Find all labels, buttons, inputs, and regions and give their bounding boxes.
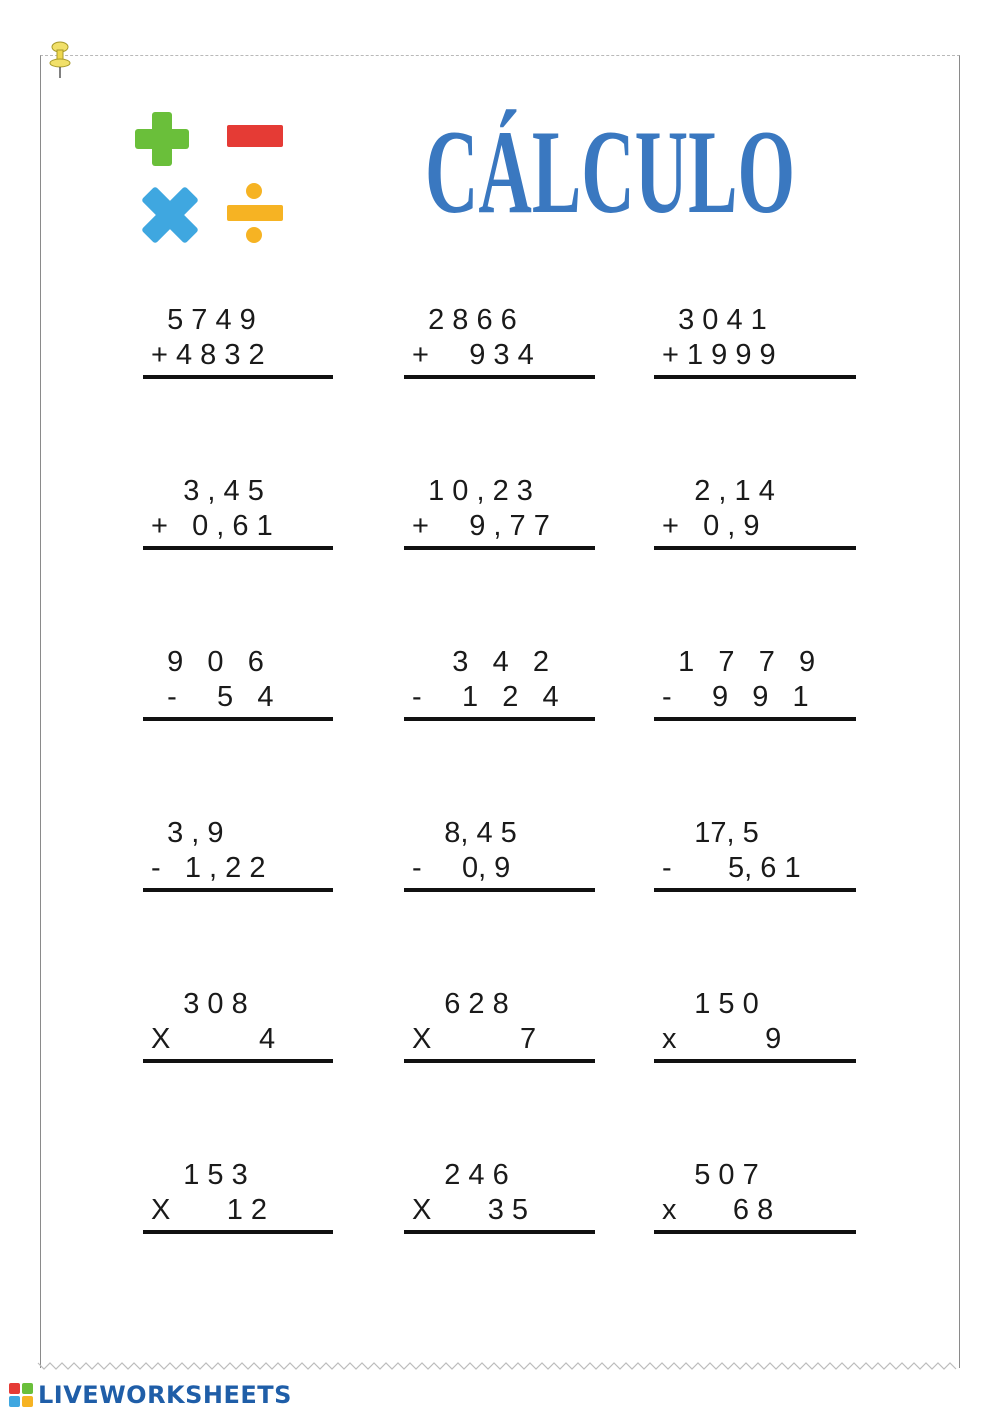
problem-bottom-operand: - 9 9 1 — [662, 681, 809, 713]
problem-bottom-operand: X 4 — [151, 1023, 276, 1055]
problem-bottom-operand: x 6 8 — [662, 1194, 774, 1226]
answer-line — [654, 717, 856, 721]
page-edge-tear — [38, 1360, 960, 1372]
answer-line — [404, 1230, 595, 1234]
problem-bottom-operand: + 4 8 3 2 — [151, 339, 265, 371]
problem-8 — [404, 644, 595, 724]
problem-bottom-operand: + 1 9 9 9 — [662, 339, 776, 371]
problem-bottom-operand: + 9 3 4 — [412, 339, 534, 371]
problem-top-number: 3 4 2 — [412, 646, 550, 678]
answer-line — [404, 1059, 595, 1063]
answer-line — [654, 546, 856, 550]
problem-bottom-operand: X 7 — [412, 1023, 537, 1055]
problem-bottom-operand: - 0, 9 — [412, 852, 511, 884]
problem-top-number: 5 0 7 — [662, 1159, 759, 1191]
problem-2 — [404, 302, 595, 382]
problem-top-number: 3 0 4 1 — [662, 304, 767, 336]
problem-top-number: 1 5 3 — [151, 1159, 248, 1191]
problem-5 — [404, 473, 595, 553]
pushpin-icon — [46, 40, 76, 80]
brand-name: LIVEWORKSHEETS — [38, 1381, 292, 1409]
problem-bottom-operand: + 9 , 7 7 — [412, 510, 550, 542]
problem-top-number: 2 8 6 6 — [412, 304, 517, 336]
problem-9 — [654, 644, 856, 724]
problem-16 — [143, 1157, 333, 1237]
problem-bottom-operand: - 5 4 — [151, 681, 274, 713]
answer-line — [404, 717, 595, 721]
problem-bottom-operand: - 1 2 4 — [412, 681, 559, 713]
plus-icon — [135, 112, 189, 166]
problem-15 — [654, 986, 856, 1066]
problem-top-number: 9 0 6 — [151, 646, 264, 678]
problem-bottom-operand: + 0 , 6 1 — [151, 510, 273, 542]
problem-top-number: 1 0 , 2 3 — [412, 475, 533, 507]
problem-top-number: 2 4 6 — [412, 1159, 509, 1191]
problem-bottom-operand: X 3 5 — [412, 1194, 529, 1226]
answer-line — [404, 375, 595, 379]
math-operators-graphic — [130, 108, 290, 248]
answer-line — [143, 1059, 333, 1063]
answer-line — [654, 375, 856, 379]
answer-line — [654, 888, 856, 892]
problem-10 — [143, 815, 333, 895]
answer-line — [143, 888, 333, 892]
minus-icon — [227, 125, 283, 147]
problem-bottom-operand: - 5, 6 1 — [662, 852, 801, 884]
problem-top-number: 3 0 8 — [151, 988, 248, 1020]
answer-line — [143, 546, 333, 550]
problem-3 — [654, 302, 856, 382]
problem-17 — [404, 1157, 595, 1237]
answer-line — [143, 375, 333, 379]
problem-7 — [143, 644, 333, 724]
problem-top-number: 17, 5 — [662, 817, 759, 849]
answer-line — [404, 888, 595, 892]
problem-6 — [654, 473, 856, 553]
problem-18 — [654, 1157, 856, 1237]
liveworksheets-logo — [8, 1380, 292, 1410]
problem-14 — [404, 986, 595, 1066]
problem-13 — [143, 986, 333, 1066]
problem-top-number: 5 7 4 9 — [151, 304, 256, 336]
liveworksheets-logo-icon — [8, 1382, 34, 1408]
worksheet-title — [420, 92, 820, 238]
problem-11 — [404, 815, 595, 895]
title-text: CÁLCULO — [425, 105, 795, 238]
divide-icon — [227, 183, 283, 243]
problem-bottom-operand: X 1 2 — [151, 1194, 268, 1226]
answer-line — [654, 1230, 856, 1234]
answer-line — [143, 1230, 333, 1234]
problem-12 — [654, 815, 856, 895]
answer-line — [404, 546, 595, 550]
problem-top-number: 1 7 7 9 — [662, 646, 816, 678]
answer-line — [654, 1059, 856, 1063]
problem-top-number: 8, 4 5 — [412, 817, 517, 849]
problem-bottom-operand: - 1 , 2 2 — [151, 852, 266, 884]
problem-4 — [143, 473, 333, 553]
times-icon — [141, 186, 199, 244]
problem-bottom-operand: x 9 — [662, 1023, 782, 1055]
problem-top-number: 3 , 9 — [151, 817, 224, 849]
answer-line — [143, 717, 333, 721]
problem-1 — [143, 302, 333, 382]
problem-bottom-operand: + 0 , 9 — [662, 510, 760, 542]
problem-top-number: 3 , 4 5 — [151, 475, 264, 507]
problem-top-number: 1 5 0 — [662, 988, 759, 1020]
problem-top-number: 2 , 1 4 — [662, 475, 775, 507]
problem-top-number: 6 2 8 — [412, 988, 509, 1020]
